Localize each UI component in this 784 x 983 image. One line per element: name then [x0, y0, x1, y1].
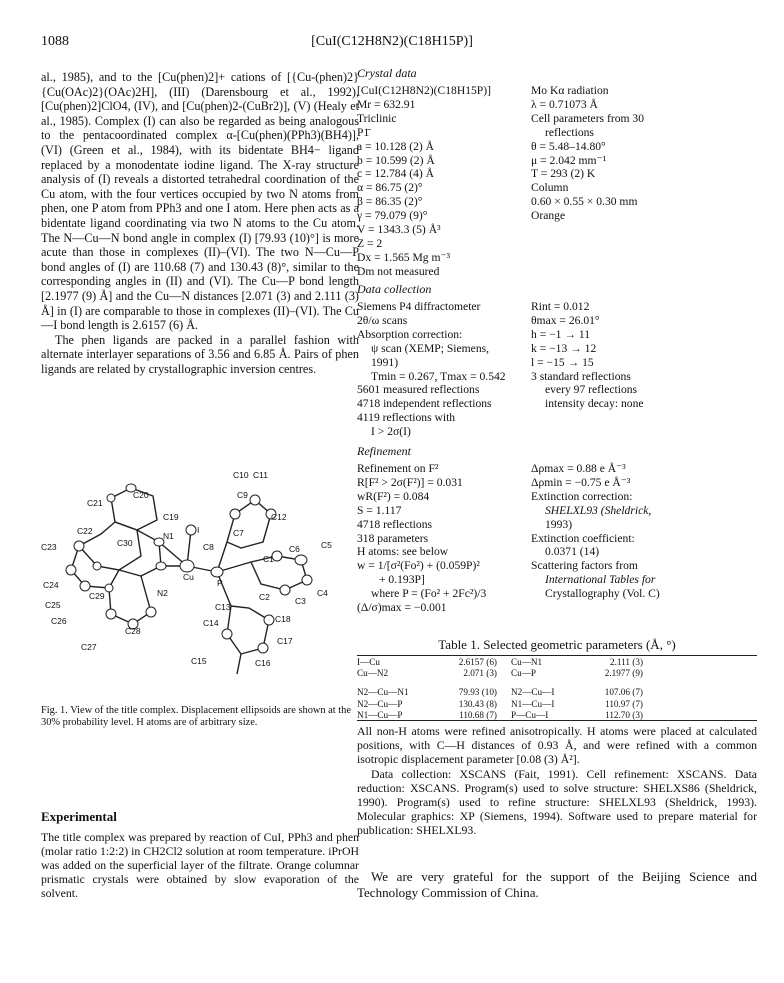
table-row	[357, 687, 757, 698]
data-collection-heading: Data collection	[357, 282, 432, 296]
table-cell: 2.111 (3)	[610, 657, 643, 667]
figure-caption: Fig. 1. View of the title complex. Displacement ellipsoids are shown at the 30% probability level. H atoms are of arbitrary size.	[41, 705, 351, 729]
table-cell: N2—Cu—P	[357, 698, 403, 709]
atom-label: C25	[45, 600, 61, 610]
crystal-formula: [CuI(C12H8N2)(C18H15P)]	[357, 84, 491, 97]
temperature: T = 293 (2) K	[531, 167, 596, 181]
table-title: Table 1. Selected geometric parameters (Å, °)	[438, 637, 676, 652]
r-int: Rint = 0.012	[531, 300, 590, 313]
software-paragraph: Data collection: XSCANS (Fait, 1991). Cell refinement: XSCANS. Data reduction: XSCANS. Program(s) used to solve structure: SHELXS86 (Sheldrick, 1990). Program(s) used to refine structure: SHELXL93 (Sheldrick, 1993). Molecular graphics: XP (Siemens, 1994). Software used to prepare material for publication: SHELXL93.	[357, 766, 757, 838]
cell-params-from: Cell parameters from 30	[531, 111, 644, 125]
cell-beta: β = 86.35 (2)°	[357, 195, 423, 209]
r-factor: R[F² > 2σ(F²)] = 0.031	[357, 475, 463, 489]
h-range: h = −1 → 11	[531, 327, 591, 341]
atom-label: C30	[117, 538, 133, 548]
atom-label: C27	[81, 642, 97, 652]
cell-alpha: α = 86.75 (2)°	[357, 181, 423, 195]
extinction-program: SHELXL93 (Sheldrick,	[545, 503, 652, 517]
atom-label: C8	[203, 542, 214, 552]
crystal-data-left	[357, 84, 517, 279]
acknowledgement-text: We are very grateful for the support of the Beijing Science and Technology Commission of China.	[357, 869, 757, 900]
table-row	[357, 668, 757, 679]
refinement-parameters: 318 parameters	[357, 531, 429, 545]
table-cell: Cu—N1	[511, 657, 543, 667]
h-atoms-paragraph: All non-H atoms were refined anisotropically. H atoms were placed at calculated positions, with C—H distances of 0.93 Å, and were refined with a common isotropic displacement parameter [0.08 (3) Å²].	[357, 724, 757, 767]
refinement-right	[531, 462, 751, 601]
absorption-correction: Absorption correction:	[357, 327, 463, 341]
cell-params-reflections: reflections	[545, 125, 594, 139]
atom-label: I	[197, 525, 200, 535]
k-range: k = −13 → 12	[531, 341, 597, 355]
table-cell: N1—Cu—P	[357, 709, 403, 720]
theta-max: θmax = 26.01°	[531, 313, 600, 327]
atom-label: C15	[191, 656, 207, 666]
observed-reflections: 4119 reflections with	[357, 411, 456, 425]
absorption-method: ψ scan (XEMP; Siemens,	[371, 341, 490, 355]
table-cell: 79.93 (10)	[458, 687, 497, 698]
extinction-correction: Extinction correction:	[531, 489, 633, 503]
diffractometer: Siemens P4 diffractometer	[357, 300, 481, 313]
refinement-reflections: 4718 reflections	[357, 517, 433, 531]
atom-label: N1	[163, 531, 174, 541]
atom-label: C29	[89, 591, 105, 601]
scattering-volume: Crystallography (Vol. C)	[545, 587, 660, 601]
table-cell: 2.1977 (9)	[604, 668, 643, 679]
refinement-left	[357, 462, 527, 615]
intensity-decay: intensity decay: none	[545, 397, 644, 411]
table-cell: 130.43 (8)	[458, 698, 497, 709]
discussion-paragraph-1: al., 1985), and to the [Cu(phen)2]+ cations of [{Cu-(phen)2}{Cu(OAc)2}(OAc)2H], (III) (Darensbourg et al., 1992), [Cu(phen)2]ClO4, (IV), and [Cu(phen)2-(CuBr2)], (V) (Healy et al., 1985). Complex (I) can also be regarded as being analogous to the pentacoordinated complex α-[Cu(phen)(PPh3)(BH4)], (VI) (Green et al., 1984), with its bidentate BH4− ligand replaced by a monodentate iodine ligand. The X-ray structure analysis of (I) reveals a distorted tetrahedral coordination of the Cu atom, with the four vertices occupied by two N atoms from phen, one P atom from PPh3 and one I atom. Here phen acts as a bidentate ligand coordinating via two N atoms to the Cu atom. The N—Cu—N bond angle in complex (I) [79.93 (10)°] is more acute than those in complexes (II)–(VI). The two N—Cu—P bond angles of (I) are 110.68 (7) and 130.43 (8)°, similar to the corresponding angles in (II) and (VI). The Cu—P bond length [2.1977 (9) Å] and the Cu—N distances [2.071 (3) and 2.111 (3) Å] in (I) are comparable to those in complexes (II)–(VI). The Cu—I bond length is 2.6157 (6) Å.	[41, 70, 359, 333]
crystal-colour: Orange	[531, 209, 566, 223]
molecular-structure-figure	[41, 438, 359, 700]
measured-reflections: 5601 measured reflections	[357, 383, 480, 397]
table-cell: N2—Cu—I	[511, 687, 555, 698]
theta-range: θ = 5.48–14.80°	[531, 139, 606, 153]
cell-gamma: γ = 79.079 (9)°	[357, 209, 428, 223]
table-row	[357, 657, 757, 668]
atom-label: C19	[163, 512, 179, 522]
table-cell: I—Cu	[357, 657, 380, 667]
data-collection-right	[531, 300, 751, 411]
wr-factor: wR(F²) = 0.084	[357, 489, 430, 503]
atom-label: C6	[289, 544, 300, 554]
atom-label: C18	[275, 614, 291, 624]
atom-label: C10	[233, 470, 249, 480]
atom-label: C22	[77, 526, 93, 536]
standard-reflections: 3 standard reflections	[531, 369, 631, 383]
crystal-size: 0.60 × 0.55 × 0.30 mm	[531, 195, 638, 209]
wavelength: λ = 0.71073 Å	[531, 97, 598, 111]
delta-rho-min: Δρmin = −0.75 e Å⁻³	[531, 475, 631, 489]
table-cell: Cu—P	[511, 668, 537, 679]
cell-z: Z = 2	[357, 236, 383, 250]
atom-label: C14	[203, 618, 219, 628]
refinement-on: Refinement on F²	[357, 462, 439, 475]
extinction-coefficient: Extinction coefficient:	[531, 531, 635, 545]
weighting-scheme-cont: + 0.193P]	[379, 573, 425, 587]
atom-label: C24	[43, 580, 59, 590]
scattering-factors: Scattering factors from	[531, 559, 638, 573]
h-atoms: H atoms: see below	[357, 545, 449, 559]
table-cell: 2.071 (3)	[463, 668, 497, 679]
table-cell: 112.70 (3)	[605, 709, 643, 720]
table-row	[357, 699, 757, 710]
weighting-scheme: w = 1/[σ²(Fo²) + (0.059P)²	[357, 559, 480, 573]
table-top-rule	[357, 655, 757, 656]
atom-label: C13	[215, 602, 231, 612]
cell-b: b = 10.599 (2) Å	[357, 153, 435, 167]
table-cell: P—Cu—I	[511, 709, 549, 720]
density-x: Dx = 1.565 Mg m⁻³	[357, 250, 451, 264]
extinction-value: 0.0371 (14)	[545, 545, 600, 559]
atom-label: Cu	[183, 572, 194, 582]
delta-rho-max: Δρmax = 0.88 e Å⁻³	[531, 462, 626, 475]
data-collection-left	[357, 300, 527, 439]
atom-label: C20	[133, 490, 149, 500]
left-column-text	[41, 70, 359, 376]
geometric-parameters-table	[357, 657, 757, 721]
mu: μ = 2.042 mm⁻¹	[531, 153, 607, 167]
experimental-heading: Experimental	[41, 809, 117, 824]
cell-c: c = 12.784 (4) Å	[357, 167, 435, 181]
scattering-source: International Tables for	[545, 573, 656, 587]
standard-frequency: every 97 reflections	[545, 383, 638, 397]
observed-criterion: I > 2σ(I)	[371, 425, 411, 439]
crystal-system: Triclinic	[357, 111, 397, 125]
atom-label: C23	[41, 542, 57, 552]
acknowledgement	[357, 869, 757, 900]
table-cell: 110.97 (7)	[605, 698, 643, 709]
crystal-data-right	[531, 84, 751, 223]
table-cell: N2—Cu—N1	[357, 687, 409, 698]
right-column-text	[357, 724, 757, 838]
atom-label: C12	[271, 512, 287, 522]
crystal-shape: Column	[531, 181, 569, 195]
atom-label: C21	[87, 498, 103, 508]
extinction-year: 1993)	[545, 517, 573, 531]
table-cell: 110.68 (7)	[459, 709, 497, 720]
crystal-data-heading: Crystal data	[357, 66, 417, 80]
discussion-paragraph-2: The phen ligands are packed in a parallel fashion with alternate interlayer separations of 3.56 and 6.85 Å. Pairs of phen ligands are related by crystallographic inversion centres.	[41, 332, 359, 376]
atom-label: C3	[295, 596, 306, 606]
density-m: Dm not measured	[357, 264, 440, 278]
table-cell: 2.6157 (6)	[458, 657, 497, 667]
radiation: Mo Kα radiation	[531, 84, 609, 97]
molar-mass: Mr = 632.91	[357, 97, 416, 111]
independent-reflections: 4718 independent reflections	[357, 397, 492, 411]
goodness-of-fit: S = 1.117	[357, 503, 402, 517]
absorption-year: 1991)	[371, 355, 399, 369]
atom-label: C5	[321, 540, 332, 550]
atom-label: C17	[277, 636, 293, 646]
atom-label: C2	[259, 592, 270, 602]
scan-type: 2θ/ω scans	[357, 313, 408, 327]
table-cell: N1—Cu—I	[511, 698, 555, 709]
atom-label: C1	[263, 554, 274, 564]
cell-volume: V = 1343.3 (5) Å³	[357, 223, 441, 237]
atom-label: P	[217, 578, 223, 588]
atom-label: C11	[253, 470, 268, 480]
weighting-where: where P = (Fo² + 2Fc²)/3	[371, 587, 487, 601]
running-title: [CuI(C12H8N2)(C18H15P)]	[311, 34, 473, 49]
atom-label: C4	[317, 588, 328, 598]
space-group: P1̄	[357, 125, 370, 139]
experimental-text: The title complex was prepared by reaction of CuI, PPh3 and phen (molar ratio 1:2:2) in CH2Cl2 solution at room temperature. iPrOH was added on the superficial layer of the filtrate. Orange columnar prismatic crystals were obtained by slow evaporation of the solvent.	[41, 830, 359, 900]
atom-label: N2	[157, 588, 168, 598]
t-min-max: Tmin = 0.267, Tmax = 0.542	[371, 369, 506, 383]
atom-label: C9	[237, 490, 248, 500]
table-cell: 107.06 (7)	[604, 687, 643, 698]
l-range: l = −15 → 15	[531, 355, 594, 369]
table-bottom-rule	[357, 720, 757, 721]
cell-a: a = 10.128 (2) Å	[357, 139, 435, 153]
refinement-heading: Refinement	[357, 444, 411, 458]
atom-label: C28	[125, 626, 141, 636]
atom-label: C26	[51, 616, 67, 626]
atom-label: C16	[255, 658, 271, 668]
atom-label: C7	[233, 528, 244, 538]
page-number: 1088	[41, 34, 69, 49]
shift-max: (Δ/σ)max = −0.001	[357, 601, 447, 615]
table-cell: Cu—N2	[357, 668, 389, 679]
